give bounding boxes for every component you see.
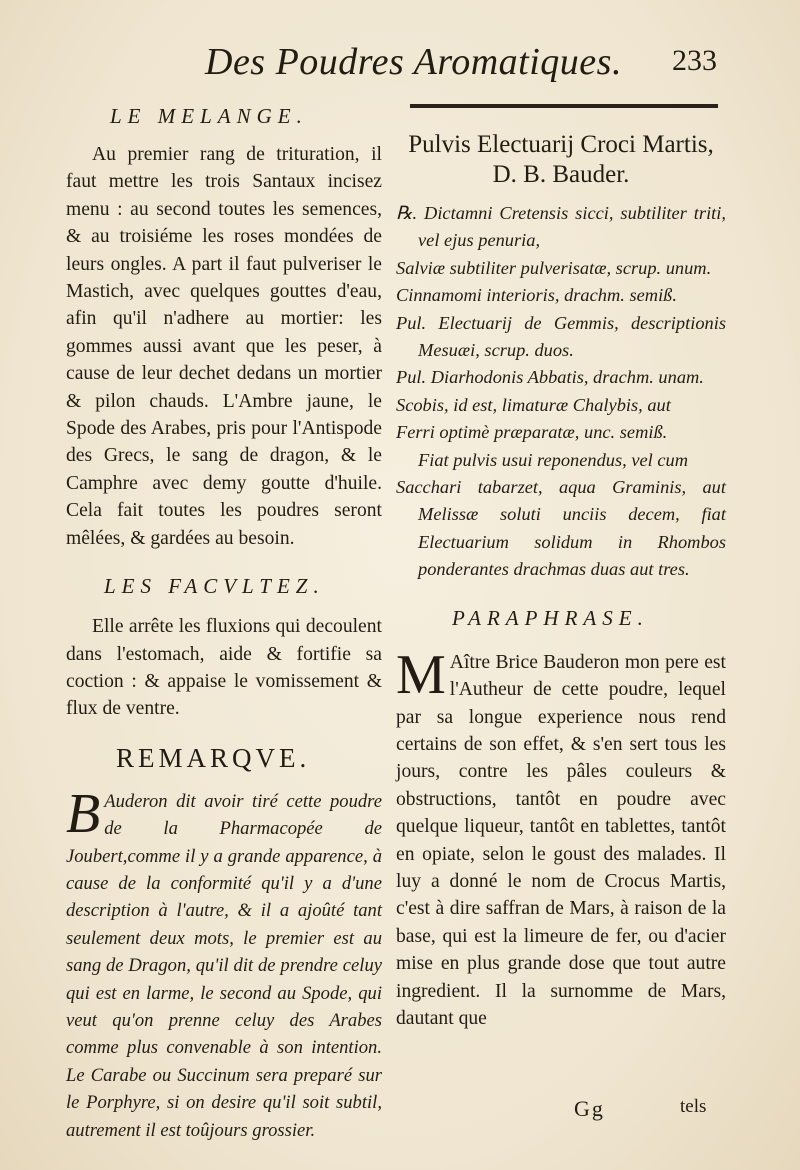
right-column — [396, 104, 726, 1032]
page-number: 233 — [672, 44, 717, 77]
paraphrase-dropcap: M — [396, 643, 446, 706]
recipe-line: Ferri optimè præparatæ, unc. semiß. — [396, 422, 668, 443]
pulvis-title-line1: Pulvis Electuarij Croci Martis, — [408, 131, 714, 158]
running-title: Des Poudres Aromatiques. — [205, 41, 622, 83]
recipe-line: Cinnamomi interioris, drachm. semiß. — [396, 285, 677, 306]
facultez-heading: LES FACVLTEZ. — [104, 574, 325, 599]
melange-text: Au premier rang de trituration, il faut mettre les trois Santaux incisez menu : au second toutes les semences, & au troisiéme les roses mondées de leurs ongles. A part il faut pulveriser le Mastich, avec quelques gouttes d'eau, afin qu'il n'adhere au mortier: les gommes aussi avant que les peser, à cause de leur dechet dedans un mortier & pilon chauds. L'Ambre jaune, le Spode des Arabes, pris pour l'Antispode des Grecs, le sang de dragon, & le Camphre avec demy goutte d'huile. Cela fait toutes les poudres seront mêlées, & gardées au besoin. — [66, 144, 382, 549]
melange-heading: LE MELANGE. — [110, 104, 308, 128]
remarque-heading: REMARQVE. — [116, 742, 311, 773]
recipe-line: Pul. Diarhodonis Abbatis, drachm. unam. — [396, 367, 704, 388]
facultez-text: Elle arrête les fluxions qui decoulent dans l'estomach, aide & fortifie sa coction : & appaise le vomissement & flux de ventre. — [66, 616, 382, 720]
recipe-line: Pul. Electuarij de Gemmis, descriptionis Mesuæi, scrup. duos. — [396, 312, 726, 361]
recipe-line: Scobis, id est, limaturæ Chalybis, aut — [396, 394, 671, 415]
remarque-text — [66, 782, 382, 1144]
fiat-line: Fiat pulvis usui reponendus, vel cum — [418, 449, 689, 470]
paraphrase-heading: PARAPHRASE. — [452, 605, 649, 630]
pulvis-title-line2: D. B. Bauder. — [492, 161, 630, 188]
recipe-line: ℞. Dictamni Cretensis sicci, subtiliter triti, vel ejus penuria, — [396, 203, 726, 251]
signature-mark: Gg — [574, 1096, 605, 1121]
paraphrase-body: Aître Brice Bauderon mon pere est l'Autheur de cette poudre, lequel par sa longue experience nous rend certains de son effet, & s'en sert tous les jours, contre les pâles couleurs & obstructions, tantôt en poudre avec quelque liqueur, tantôt en tablettes, tantôt en opiate, selon le goust des malades. Il luy a donné le nom de Crocus Martis, c'est à dire saffran de Mars, à raison de la base, qui est la limeure de fer, ou d'acier mise en plus grande dose que tout autre ingredient. Il la surnomme de Mars, dautant que — [396, 651, 726, 1029]
catchword: tels — [680, 1096, 707, 1117]
remarque-body: Auderon dit avoir tiré cette poudre de la Pharmacopée de Joubert,comme il y a grande apparence, à cause de la conformité qu'il y a d'une description à l'autre, & il a ajoûté tant seulement deux mots, le premier est au sang de Dragon, qu'il dit de prendre celuy qui est en larme, le second au Spode, qui veut qu'on prenne celuy des Arabes comme plus convenable à son intention. Le Carabe ou Succinum sera preparé sur le Porphyre, si on desire qu'il soit subtil, autrement il est toûjours grossier. — [66, 790, 382, 1141]
paraphrase-text — [396, 643, 726, 1033]
page-header — [0, 36, 800, 86]
section-rule — [410, 104, 718, 108]
remarque-dropcap: B — [66, 782, 101, 845]
left-column — [66, 104, 382, 1144]
saccharum-line: Sacchari tabarzet, aqua Graminis, aut Melissæ soluti unciis decem, fiat Electuarium solidum in Rhombos ponderantes drachmas duas aut tres. — [396, 477, 726, 580]
recipe-list — [396, 200, 726, 584]
recipe-line: Salviæ subtiliter pulverisatæ, scrup. unum. — [396, 257, 712, 278]
